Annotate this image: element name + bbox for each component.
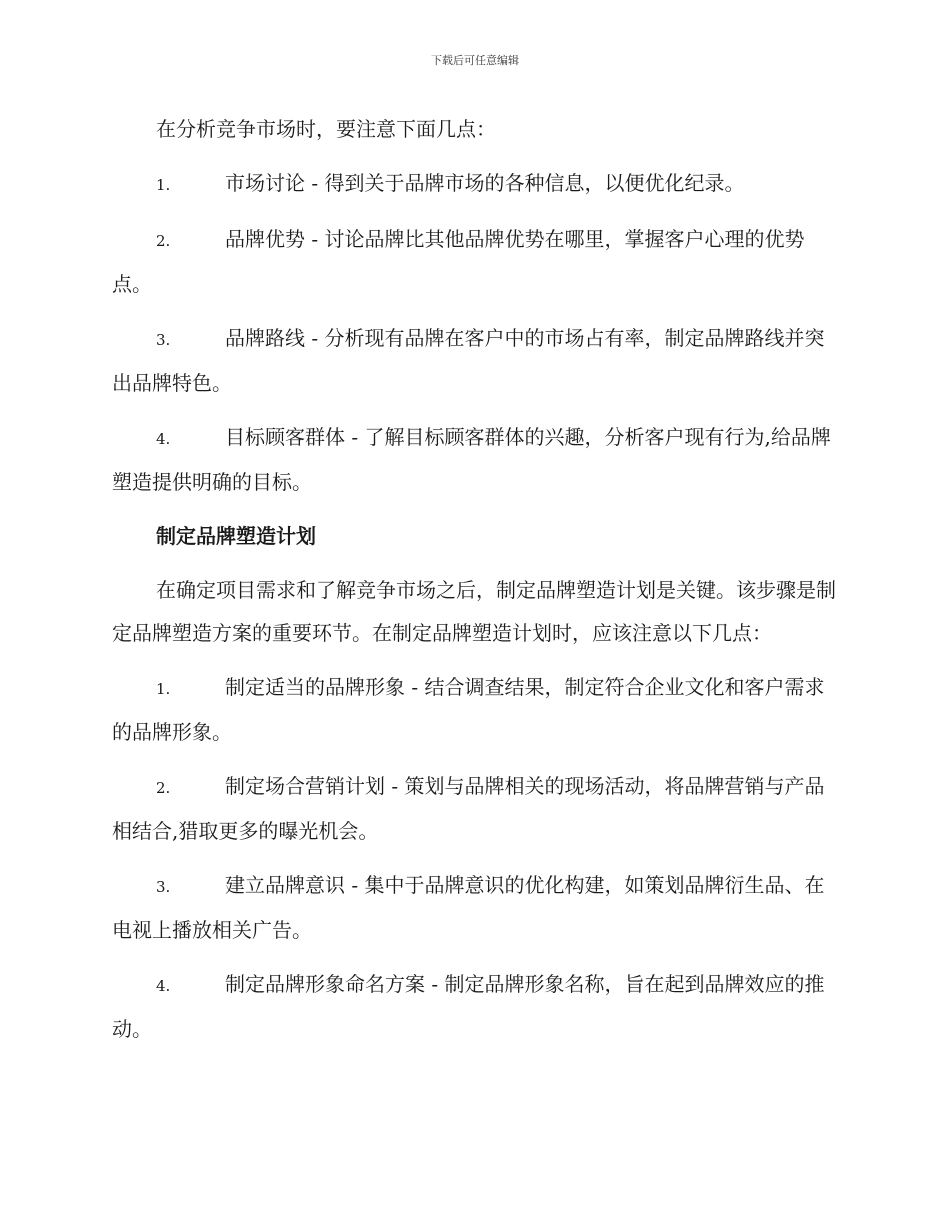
list-text: 品牌路线 - 分析现有品牌在客户中的市场占有率，制定品牌路线并突出品牌特色。 — [112, 326, 825, 395]
section2-intro: 在确定项目需求和了解竞争市场之后，制定品牌塑造计划是关键。该步骤是制定品牌塑造方案的重要环节。在制定品牌塑造计划时，应该注意以下几点： — [112, 578, 836, 645]
list-text: 制定品牌形象命名方案 - 制定品牌形象名称，旨在起到品牌效应的推动。 — [112, 972, 825, 1041]
list-item — [112, 666, 842, 754]
list-number: 2. — [156, 779, 171, 797]
page-header: 下载后可任意编辑 — [431, 54, 519, 67]
list-number: 4. — [156, 977, 171, 995]
list-number: 2. — [156, 232, 171, 250]
list-text: 目标顾客群体 - 了解目标顾客群体的兴趣，分析客户现有行为,给品牌塑造提供明确的目标。 — [112, 425, 831, 494]
section2-heading: 制定品牌塑造计划 — [156, 524, 316, 548]
document-body — [112, 108, 842, 1062]
list-number: 1. — [156, 680, 171, 698]
list-number: 3. — [156, 878, 171, 896]
list-text: 建立品牌意识 - 集中于品牌意识的优化构建，如策划品牌衍生品、在电视上播放相关广告。 — [112, 873, 825, 942]
list-text: 市场讨论 - 得到关于品牌市场的各种信息，以便优化纪录。 — [225, 171, 745, 195]
list-text: 品牌优势 - 讨论品牌比其他品牌优势在哪里，掌握客户心理的优势点。 — [112, 227, 805, 296]
list-item — [112, 416, 842, 504]
list-item — [112, 765, 842, 853]
list-number: 4. — [156, 430, 171, 448]
list-text: 制定适当的品牌形象 - 结合调查结果，制定符合企业文化和客户需求的品牌形象。 — [112, 675, 825, 744]
list-text: 制定场合营销计划 - 策划与品牌相关的现场活动，将品牌营销与产品相结合,猎取更多的曝光机会。 — [112, 774, 825, 843]
section1-intro: 在分析竞争市场时，要注意下面几点： — [156, 117, 496, 141]
list-item — [112, 317, 842, 405]
list-item — [112, 864, 842, 952]
list-number: 3. — [156, 331, 171, 349]
list-item — [112, 963, 842, 1051]
list-item — [112, 162, 842, 207]
list-number: 1. — [156, 176, 171, 194]
list-item — [112, 218, 842, 306]
